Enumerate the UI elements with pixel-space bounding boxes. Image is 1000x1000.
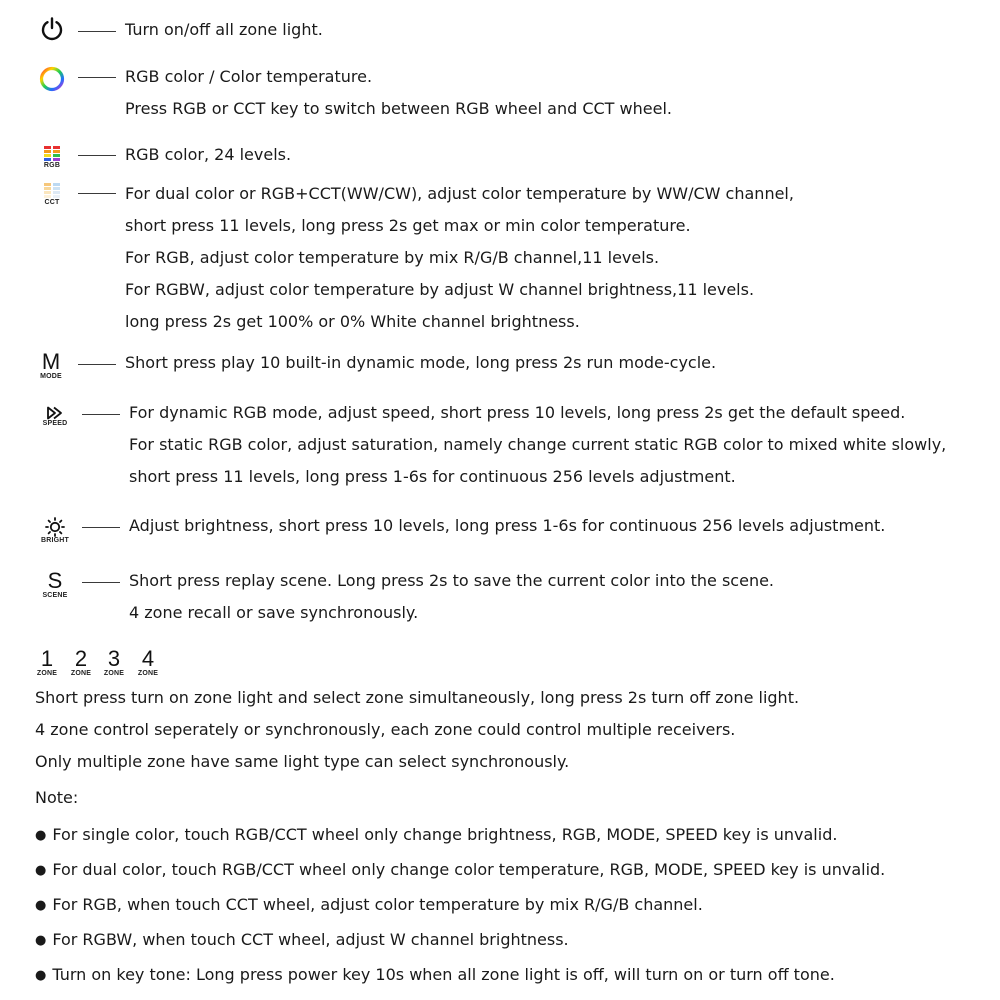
mode-key-icon [29,351,73,381]
note-bullet: ● For dual color, touch RGB/CCT wheel only change color temperature, RGB, MODE, SPEED key is unvalid. [35,852,885,887]
zone-4-caption: ZONE [137,670,159,677]
bright-key-caption: BRIGHT [40,537,70,544]
note-bullet-list [35,817,885,992]
brightness-key-icon [33,517,77,545]
color-wheel-description: RGB color / Color temperature. Press RGB or CCT key to switch between RGB wheel and CCT wheel. [125,67,672,118]
zone-4-key-icon [133,648,163,678]
mode-description: Short press play 10 built-in dynamic mode, long press 2s run mode-cycle. [125,353,717,372]
color-wheel-icon [30,65,74,97]
note-bullet: ● For single color, touch RGB/CCT wheel only change brightness, RGB, MODE, SPEED key is unvalid. [35,817,885,852]
zone-4-number: 4 [141,646,155,671]
connector-dash [78,364,116,365]
connector-dash [82,414,120,415]
scene-key-icon [33,570,77,600]
power-description: Turn on/off all zone light. [125,20,323,39]
zone-3-number: 3 [107,646,121,671]
zone-keys [0,648,1000,682]
connector-dash [82,582,120,583]
note-bullet: ● For RGB, when touch CCT wheel, adjust color temperature by mix R/G/B channel. [35,887,885,922]
mode-key-caption: MODE [40,373,62,380]
connector-dash [78,193,116,194]
scene-key-glyph: S [47,568,63,593]
scene-key-caption: SCENE [42,592,68,599]
rgb-key-icon [30,145,74,170]
mode-key-glyph: M [41,349,61,374]
speed-key-icon [33,406,77,428]
connector-dash [78,77,116,78]
cct-key-icon [30,182,74,207]
rgb-key-caption: RGB [43,162,61,169]
note-bullet: ● For RGBW, when touch CCT wheel, adjust W channel brightness. [35,922,885,957]
speed-description: For dynamic RGB mode, adjust speed, short press 10 levels, long press 2s get the default speed. For static RGB color, adjust saturation, namely change current static RGB color to mixed white slowly, short press 11 levels, long press 1-6s for continuous 256 levels adjustment. [129,403,947,486]
connector-dash [78,31,116,32]
zone-1-number: 1 [40,646,54,671]
zone-description: Short press turn on zone light and select zone simultaneously, long press 2s turn off zone light. 4 zone control seperately or synchronously, each zone could control multiple receivers. Only multiple zone have same light type can select synchronously. [35,688,800,771]
connector-dash [78,155,116,156]
zone-2-key-icon [66,648,96,678]
cct-key-caption: CCT [44,199,60,206]
zone-2-caption: ZONE [70,670,92,677]
bright-description: Adjust brightness, short press 10 levels, long press 1-6s for continuous 256 levels adjustment. [129,516,886,535]
cct-description: For dual color or RGB+CCT(WW/CW), adjust color temperature by WW/CW channel, short press 11 levels, long press 2s get max or min color temperature. For RGB, adjust color temperature by mix R/G/B channel,11 levels. For RGBW, adjust color temperature by adjust W channel brightness,11 levels. long press 2s get 100% or 0% White channel brightness. [125,184,794,331]
zone-3-caption: ZONE [103,670,125,677]
power-icon [30,16,74,46]
connector-dash [82,527,120,528]
zone-2-number: 2 [74,646,88,671]
note-title: Note: [35,788,79,807]
rgb-description: RGB color, 24 levels. [125,145,292,164]
zone-1-key-icon [32,648,62,678]
speed-key-caption: SPEED [42,420,68,427]
zone-3-key-icon [99,648,129,678]
scene-description: Short press replay scene. Long press 2s to save the current color into the scene. 4 zone recall or save synchronously. [129,571,775,622]
note-bullet: ● Turn on key tone: Long press power key 10s when all zone light is off, will turn on or turn off tone. [35,957,885,992]
zone-1-caption: ZONE [36,670,58,677]
